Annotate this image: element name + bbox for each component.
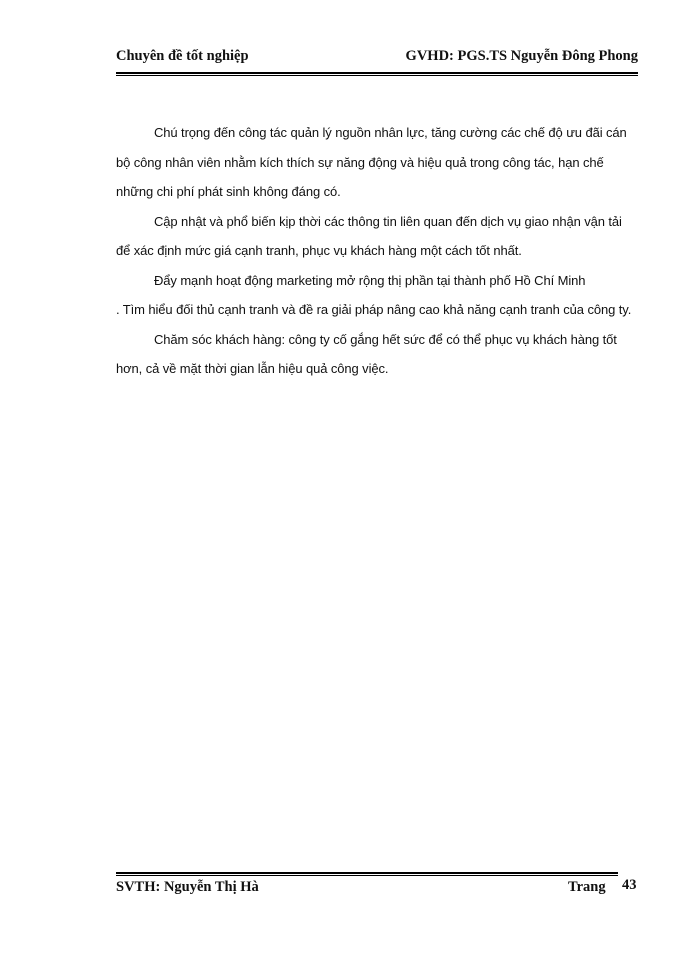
page-footer: [116, 877, 638, 901]
paragraph-1: Chú trọng đến công tác quản lý nguồn nhân lực, tăng cường các chế độ ưu đãi cán bộ công nhân viên nhằm kích thích sự năng động và hiệu quả trong công tác, hạn chế những chi phí phát sinh không đáng có.: [116, 125, 627, 199]
paragraph-5: Chăm sóc khách hàng: công ty cố gắng hết sức để có thể phục vụ khách hàng tốt hơn, cả về mặt thời gian lẫn hiệu quả công việc.: [116, 331, 617, 376]
paragraph-3: Đẩy mạnh hoạt động marketing mở rộng thị phần tại thành phố Hồ Chí Minh: [154, 272, 586, 288]
supervisor-name: GVHD: PGS.TS Nguyễn Đông Phong: [405, 48, 638, 64]
page-label: Trang: [568, 879, 606, 895]
body-text: [116, 118, 638, 384]
paragraph-4: . Tìm hiểu đối thủ cạnh tranh và đề ra giải pháp nâng cao khả năng cạnh tranh của công ty.: [116, 302, 632, 317]
header-divider: [116, 72, 638, 76]
page-number: 43: [622, 877, 637, 893]
student-name: SVTH: Nguyễn Thị Hà: [116, 879, 259, 895]
page-header: [116, 44, 638, 68]
document-title: Chuyên đề tốt nghiệp: [116, 48, 249, 64]
footer-divider: [116, 872, 618, 876]
paragraph-2: Cập nhật và phổ biến kịp thời các thông tin liên quan đến dịch vụ giao nhận vận tải để xác định mức giá cạnh tranh, phục vụ khách hàng một cách tốt nhất.: [116, 213, 622, 258]
